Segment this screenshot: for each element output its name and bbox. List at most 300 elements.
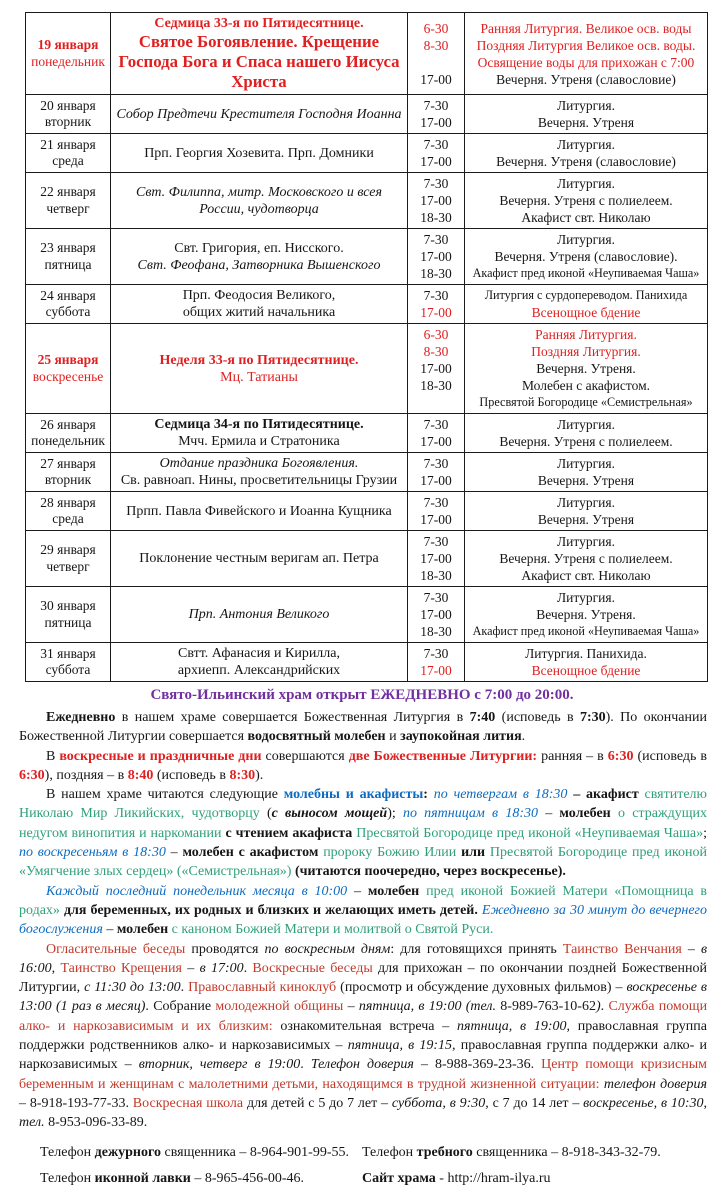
text-segment: молебен — [559, 806, 611, 822]
text-segment: – 8-918-193-77-33. — [19, 1095, 133, 1111]
feast-line: Поклонение честным веригам ап. Петра — [139, 551, 379, 566]
text-segment: Телефон доверия — [310, 1057, 414, 1073]
service-line: Вечерня. Утреня. — [536, 607, 636, 622]
text-segment: 7:30 — [579, 710, 606, 725]
date-line: 25 января — [37, 352, 99, 367]
text-segment: с каноном Божией Матери и молитвой о Святой Руси. — [171, 922, 494, 938]
text-segment: молебен — [367, 883, 420, 899]
text-segment: Православный киноклуб — [188, 980, 337, 996]
feast-cell — [111, 95, 408, 134]
service-line: Поздняя Литургия Великое осв. воды. — [476, 37, 696, 53]
feast-line: Мц. Татианы — [220, 369, 298, 385]
time-cell — [408, 414, 465, 453]
date-cell — [26, 643, 111, 682]
feast-line: Прп. Феодосия Великого, — [182, 288, 336, 303]
time-line: 18-30 — [420, 378, 452, 393]
time-line: 6-30 — [423, 20, 449, 36]
feast-cell — [111, 229, 408, 285]
date-cell — [26, 587, 111, 643]
contact-segment: Сайт храма — [362, 1170, 436, 1186]
table-row — [26, 229, 708, 285]
text-segment: в 17:00 — [199, 960, 244, 976]
schedule-paragraph — [19, 940, 707, 1133]
text-segment: ). — [255, 767, 264, 783]
feast-cell — [111, 324, 408, 414]
text-segment: суббота, в 9:30 — [391, 1095, 486, 1111]
text-segment: заупокойная лития — [400, 729, 522, 745]
feast-line: Собор Предтечи Крестителя Господня Иоанна — [116, 106, 402, 122]
services-cell — [465, 173, 708, 229]
text-segment: – — [347, 883, 368, 899]
contact-phones — [0, 1140, 724, 1192]
table-row — [26, 324, 708, 414]
service-line: Всенощное бдение — [531, 305, 641, 320]
text-segment: проводятся — [185, 941, 265, 957]
feast-line: общих житий начальника — [182, 305, 336, 320]
text-segment: две Божественные Литургии: — [348, 748, 538, 764]
text-segment: – 8-988-369-23-36. — [413, 1057, 542, 1073]
feast-line: Святое Богоявление. Крещение Господа Бога и Спаса нашего Иисуса Христа — [118, 32, 400, 91]
table-row — [26, 453, 708, 492]
text-segment: В — [46, 748, 60, 764]
service-line: Литургия. — [557, 456, 615, 471]
text-segment: телефон доверия — [603, 1076, 708, 1092]
text-segment: : для готовящихся принять — [390, 941, 563, 957]
church-open-hours-notice: Свято-Ильинский храм открыт ЕЖЕДНЕВНО с 7:00 до 20:00. — [150, 687, 574, 703]
time-cell — [408, 229, 465, 285]
date-line: пятница — [44, 614, 92, 630]
time-cell — [408, 324, 465, 414]
date-line: среда — [52, 153, 84, 168]
text-segment: тел. — [19, 1115, 45, 1131]
text-segment: . — [600, 999, 609, 1015]
text-segment: Центр помощи кризисным беременным и женщинам с малолетними детьми, находящимся в трудной жизненной ситуации: — [19, 1057, 707, 1092]
date-line: понедельник — [31, 433, 105, 448]
contact-segment: требного — [416, 1144, 473, 1160]
feast-line: Свт. Феофана, Затворника Вышенского — [137, 257, 381, 273]
services-cell — [465, 643, 708, 682]
date-line: понедельник — [31, 53, 105, 69]
time-cell — [408, 13, 465, 95]
date-line: пятница — [44, 256, 92, 272]
text-segment: воскресенье, в 10:30 — [583, 1095, 704, 1111]
time-line: 18-30 — [420, 624, 452, 639]
text-segment: совершаются — [261, 748, 349, 764]
text-segment: 8-989-763-10-62 — [496, 999, 596, 1015]
time-cell — [408, 134, 465, 173]
text-segment: – — [165, 845, 183, 861]
feast-cell — [111, 13, 408, 95]
text-segment: ранняя – в — [537, 748, 608, 764]
service-line: Вечерня. Утреня с полиелеем. — [499, 193, 673, 208]
service-line: Поздняя Литургия. — [531, 344, 641, 359]
time-line: 7-30 — [423, 646, 449, 661]
text-segment: 8-953-096-33-89. — [44, 1115, 148, 1131]
date-line: вторник — [44, 114, 92, 129]
service-line: Акафист свт. Николаю — [521, 568, 651, 583]
service-line: Вечерня. Утреня с полиелеем. — [499, 551, 673, 566]
time-line: 17-00 — [420, 305, 452, 320]
service-line: Литургия. Панихида. — [525, 646, 647, 661]
date-line: воскресенье — [32, 368, 104, 384]
schedule-table — [25, 12, 708, 682]
text-segment: – — [181, 960, 200, 976]
service-line: Вечерня. Утреня (славословие). — [494, 249, 678, 264]
text-segment: ( — [259, 806, 272, 822]
services-cell — [465, 587, 708, 643]
time-line: 17-00 — [420, 434, 452, 449]
service-line: Вечерня. Утреня с полиелеем. — [499, 434, 673, 449]
feast-line: Прпп. Павла Фивейского и Иоанна Кущника — [126, 503, 392, 519]
feast-line: Свтт. Афанасия и Кирилла, — [178, 646, 340, 661]
text-segment: по воскресным дням — [264, 941, 391, 957]
feast-line: Седмица 34-я по Пятидесятнице. — [154, 417, 364, 432]
time-line — [410, 394, 462, 411]
service-line: Литургия. — [557, 137, 615, 152]
text-segment: . Собрание — [145, 999, 216, 1015]
date-line: суббота — [45, 304, 91, 319]
feast-cell — [111, 531, 408, 587]
text-segment: пятница, в 19:15 — [347, 1038, 453, 1054]
contact-right — [362, 1140, 724, 1166]
date-line: суббота — [45, 662, 91, 677]
time-line: 17-00 — [420, 154, 452, 169]
service-line: Акафист пред иконой «Неупиваемая Чаша» — [472, 266, 700, 280]
feast-cell — [111, 173, 408, 229]
date-cell — [26, 13, 111, 95]
text-segment: – — [538, 806, 560, 822]
text-segment: . — [180, 980, 189, 996]
time-cell — [408, 173, 465, 229]
text-segment: Ежедневно — [46, 710, 116, 725]
time-line: 17-00 — [420, 473, 452, 488]
time-line: 18-30 — [420, 266, 452, 281]
text-segment: по четвергам в 18:30 — [433, 787, 568, 803]
contact-segment: – 8-965-456-00-46. — [190, 1170, 305, 1186]
services-cell — [465, 414, 708, 453]
time-line: 6-30 — [423, 327, 449, 342]
date-line: 19 января — [37, 37, 99, 52]
services-cell — [465, 13, 708, 95]
text-segment: , с 7 до 14 лет – — [485, 1095, 584, 1111]
feast-line: Прп. Георгия Хозевита. Прп. Домники — [144, 145, 374, 161]
text-segment: 6:30 — [19, 767, 45, 783]
service-line: Акафист свт. Николаю — [521, 210, 651, 225]
date-cell — [26, 414, 111, 453]
time-line: 17-00 — [420, 607, 452, 622]
time-line: 7-30 — [423, 176, 449, 191]
contact-segment: священника – 8-918-343-32-79. — [472, 1144, 661, 1160]
text-segment: ознакомительная встреча – — [272, 1018, 458, 1034]
time-line: 18-30 — [420, 568, 452, 583]
text-segment: . — [521, 729, 526, 745]
time-line: 17-00 — [420, 249, 452, 264]
feast-line: Св. равноап. Нины, просветительницы Грузии — [120, 473, 398, 488]
text-segment: В нашем храме читаются следующие — [46, 787, 284, 803]
text-segment: Воскресные беседы — [252, 960, 373, 976]
text-segment: Таинство Крещения — [60, 960, 182, 976]
text-segment: молебен — [116, 922, 169, 938]
time-line: 7-30 — [423, 456, 449, 471]
date-cell — [26, 173, 111, 229]
contact-segment: Телефон — [362, 1144, 417, 1160]
feast-line: Мчч. Ермила и Стратоника — [178, 434, 340, 449]
date-line: вторник — [44, 472, 92, 487]
services-cell — [465, 285, 708, 324]
services-cell — [465, 229, 708, 285]
time-line: 7-30 — [423, 232, 449, 247]
text-segment: в нашем храме совершается Божественная Литургия в — [115, 710, 470, 725]
text-segment: (просмотр и обсуждение духовных фильмов) – — [336, 980, 627, 996]
text-segment: молебен с акафистом — [182, 845, 319, 861]
time-cell — [408, 453, 465, 492]
service-line: Вечерня. Утреня — [537, 473, 635, 488]
text-segment: в 16:00 — [19, 941, 708, 976]
contact-right — [362, 1166, 724, 1192]
date-line: 23 января — [40, 240, 96, 255]
contact-left — [40, 1166, 362, 1192]
table-row — [26, 285, 708, 324]
time-line: 17-00 — [420, 193, 452, 208]
service-line: Освящение воды для прихожан с 7:00 — [477, 54, 695, 70]
text-segment: , — [703, 1095, 708, 1111]
feast-cell — [111, 414, 408, 453]
date-line: 22 января — [40, 184, 96, 199]
schedule-paragraph — [19, 882, 707, 940]
text-segment: пятница, в 19:00 — [457, 1018, 567, 1034]
text-segment: воскресенье в 13:00 (1 раз в месяц) — [19, 980, 707, 1015]
date-cell — [26, 492, 111, 531]
text-segment: ). По окончании Божественной Литургии совершается — [19, 710, 707, 745]
service-line: Литургия. — [557, 590, 615, 605]
contact-segment: - http://hram-ilya.ru — [435, 1170, 551, 1186]
text-segment: – — [343, 999, 359, 1015]
contact-row — [0, 1140, 724, 1166]
table-row — [26, 531, 708, 587]
contact-segment: священника – 8-964-901-99-55. — [160, 1144, 349, 1160]
service-line: Литургия. — [557, 232, 615, 247]
text-segment — [611, 806, 618, 821]
text-segment: ), поздняя – в — [44, 767, 128, 783]
text-segment: по пятницам в 18:30 — [402, 806, 538, 822]
service-line: Вечерня. Утреня — [537, 512, 635, 527]
text-segment: – — [681, 941, 701, 957]
text-segment: Таинство Венчания — [562, 941, 682, 957]
service-line: Литургия с сурдопереводом. Панихида — [484, 288, 688, 302]
feast-line: Прп. Антония Великого — [188, 607, 330, 622]
text-segment: по воскресеньям в 18:30 — [19, 845, 166, 861]
time-line: 17-00 — [420, 551, 452, 566]
service-line: Ранняя Литургия. Великое осв. воды — [480, 20, 692, 36]
text-segment: пятница, в 19:00 (тел. — [358, 999, 496, 1015]
service-line: Вечерня. Утреня (славословие) — [496, 71, 676, 87]
service-line: Литургия. — [557, 176, 615, 191]
text-segment: ); — [387, 806, 403, 822]
date-cell — [26, 453, 111, 492]
table-row — [26, 173, 708, 229]
time-line: 17-00 — [420, 361, 452, 376]
text-segment: молебны — [283, 787, 340, 803]
service-line: Акафист пред иконой «Неупиваемая Чаша» — [472, 624, 700, 638]
text-segment: (исповедь в — [495, 710, 580, 725]
text-segment: пророку Божию Илии — [323, 845, 457, 861]
feast-line: Свт. Григория, еп. Нисского. — [174, 240, 344, 256]
time-line: 7-30 — [423, 288, 449, 303]
services-cell — [465, 453, 708, 492]
services-cell — [465, 492, 708, 531]
date-line: 27 января — [40, 455, 96, 471]
table-row — [26, 13, 708, 95]
date-line: 26 января — [40, 416, 96, 432]
date-line: 30 января — [40, 598, 96, 613]
table-row — [26, 134, 708, 173]
feast-cell — [111, 285, 408, 324]
feast-line: России, чудотворца — [199, 201, 319, 217]
time-line: 17-00 — [420, 512, 452, 527]
time-line: 7-30 — [423, 137, 449, 152]
feast-cell — [111, 587, 408, 643]
contact-segment: иконной лавки — [94, 1170, 191, 1186]
date-line: 24 января — [40, 287, 96, 303]
text-segment: Пресвятой Богородице пред иконой «Неупиваемая Чаша» — [356, 825, 704, 841]
time-line: 7-30 — [423, 534, 449, 549]
date-cell — [26, 229, 111, 285]
time-line: 17-00 — [420, 663, 452, 678]
date-line: среда — [52, 511, 84, 526]
contact-segment: Телефон — [40, 1170, 95, 1186]
text-segment: (исповедь в — [633, 748, 708, 764]
services-cell — [465, 95, 708, 134]
services-cell — [465, 324, 708, 414]
service-line: Вечерня. Утреня (славословие) — [496, 154, 676, 169]
service-line: Молебен с акафистом. — [521, 378, 651, 393]
feast-line: Седмица 33-я по Пятидесятнице. — [154, 16, 364, 31]
table-row — [26, 587, 708, 643]
time-line: 18-30 — [420, 210, 452, 225]
date-line: 21 января — [40, 136, 96, 152]
service-line: Литургия. — [557, 417, 615, 432]
text-segment: и — [339, 787, 360, 803]
service-line: Пресвятой Богородице «Семистрельная» — [479, 395, 693, 409]
date-line: 31 января — [40, 645, 96, 661]
time-cell — [408, 492, 465, 531]
date-line: четверг — [46, 558, 90, 574]
text-segment: Огласительные беседы — [46, 941, 186, 957]
feast-cell — [111, 643, 408, 682]
text-segment: 8:40 — [127, 767, 154, 783]
service-line: Всенощное бдение — [531, 663, 641, 678]
time-line: 8-30 — [423, 37, 449, 53]
text-segment: водосвятный молебен — [247, 729, 386, 745]
date-cell — [26, 285, 111, 324]
date-line: 20 января — [40, 97, 96, 113]
text-segment: 8:30 — [229, 767, 256, 783]
text-segment: для прихожан – по окончании поздней Божественной Литургии, — [19, 960, 707, 996]
text-segment: с выносом мощей — [271, 806, 388, 822]
text-segment: – акафист — [567, 787, 645, 803]
date-line: 29 января — [40, 542, 96, 557]
text-segment: Каждый последний понедельник месяца в 10:00 — [46, 883, 348, 899]
time-line: 17-00 — [420, 115, 452, 130]
text-segment: Ежедневно за 30 минут до вечернего богослужения — [19, 902, 707, 938]
text-segment: (читаются поочередно, через воскресенье). — [291, 864, 566, 880]
text-segment: 6:30 — [607, 748, 634, 764]
text-segment: . — [243, 960, 253, 976]
text-segment: Воскресная школа — [132, 1095, 244, 1111]
text-segment: вторник, четверг в 19:00 — [138, 1057, 301, 1073]
feast-cell — [111, 134, 408, 173]
text-segment: акафисты — [359, 787, 424, 803]
feast-line: Свт. Филиппа, митр. Московского и всея — [135, 184, 383, 200]
table-row — [26, 643, 708, 682]
time-line: 7-30 — [423, 495, 449, 510]
table-row — [26, 492, 708, 531]
table-row — [26, 414, 708, 453]
services-cell — [465, 531, 708, 587]
time-cell — [408, 531, 465, 587]
feast-line: Неделя 33-я по Пятидесятнице. — [159, 352, 359, 368]
date-cell — [26, 531, 111, 587]
text-segment: и — [385, 729, 401, 745]
time-line — [410, 54, 462, 71]
contact-left — [40, 1140, 362, 1166]
feast-cell — [111, 453, 408, 492]
feast-line: архиепп. Александрийских — [177, 663, 341, 678]
time-cell — [408, 285, 465, 324]
text-segment: ) — [595, 999, 601, 1015]
time-cell — [408, 95, 465, 134]
date-line: четверг — [46, 200, 90, 216]
time-line: 17-00 — [420, 71, 452, 87]
text-segment: или — [456, 845, 490, 861]
schedule-paragraph — [19, 785, 707, 881]
text-segment: (исповедь в — [153, 767, 230, 783]
time-cell — [408, 587, 465, 643]
text-segment: с чтением акафиста — [221, 825, 357, 841]
text-segment: молодежной общины — [215, 999, 344, 1015]
text-segment: Служба помощи алко- и наркозависимым и их близким: — [19, 999, 708, 1034]
schedule-notes — [0, 708, 724, 1133]
service-line: Литургия. — [557, 98, 615, 113]
text-segment: : — [423, 787, 434, 803]
service-line: Ранняя Литургия. — [535, 327, 637, 342]
text-segment: . — [300, 1057, 311, 1073]
text-segment: святителю Николаю Мир Ликийских, чудотворцу — [19, 787, 707, 822]
date-line: 28 января — [40, 494, 96, 510]
text-segment: , православная группа поддержки родственников алко- и наркозависимых – — [19, 1018, 708, 1054]
feast-cell — [111, 492, 408, 531]
text-segment: для детей с 5 до 7 лет – — [243, 1095, 392, 1111]
text-segment: для беременных, их родных и близких и желающих иметь детей. — [59, 902, 482, 918]
text-segment: , — [51, 960, 61, 976]
contact-row — [0, 1166, 724, 1192]
text-segment: , православная группа поддержки алко- и наркозависимых – — [19, 1038, 707, 1073]
schedule-paragraph — [19, 747, 707, 786]
text-segment: – — [102, 922, 117, 938]
date-cell — [26, 95, 111, 134]
time-line: 7-30 — [423, 590, 449, 605]
service-line: Вечерня. Утреня. — [536, 361, 636, 376]
time-cell — [408, 643, 465, 682]
time-line: 8-30 — [423, 344, 449, 359]
time-line: 7-30 — [423, 417, 449, 432]
service-line: Литургия. — [557, 495, 615, 510]
text-segment: ; — [703, 825, 708, 841]
text-segment: 7:40 — [469, 710, 496, 725]
schedule-paragraph — [19, 708, 707, 747]
text-segment: пред иконой Божией Матери «Помощница в родах» — [19, 883, 708, 918]
text-segment: Пресвятой Богородице пред иконой «Умягчение злых сердец» («Семистрельная») — [19, 845, 708, 880]
